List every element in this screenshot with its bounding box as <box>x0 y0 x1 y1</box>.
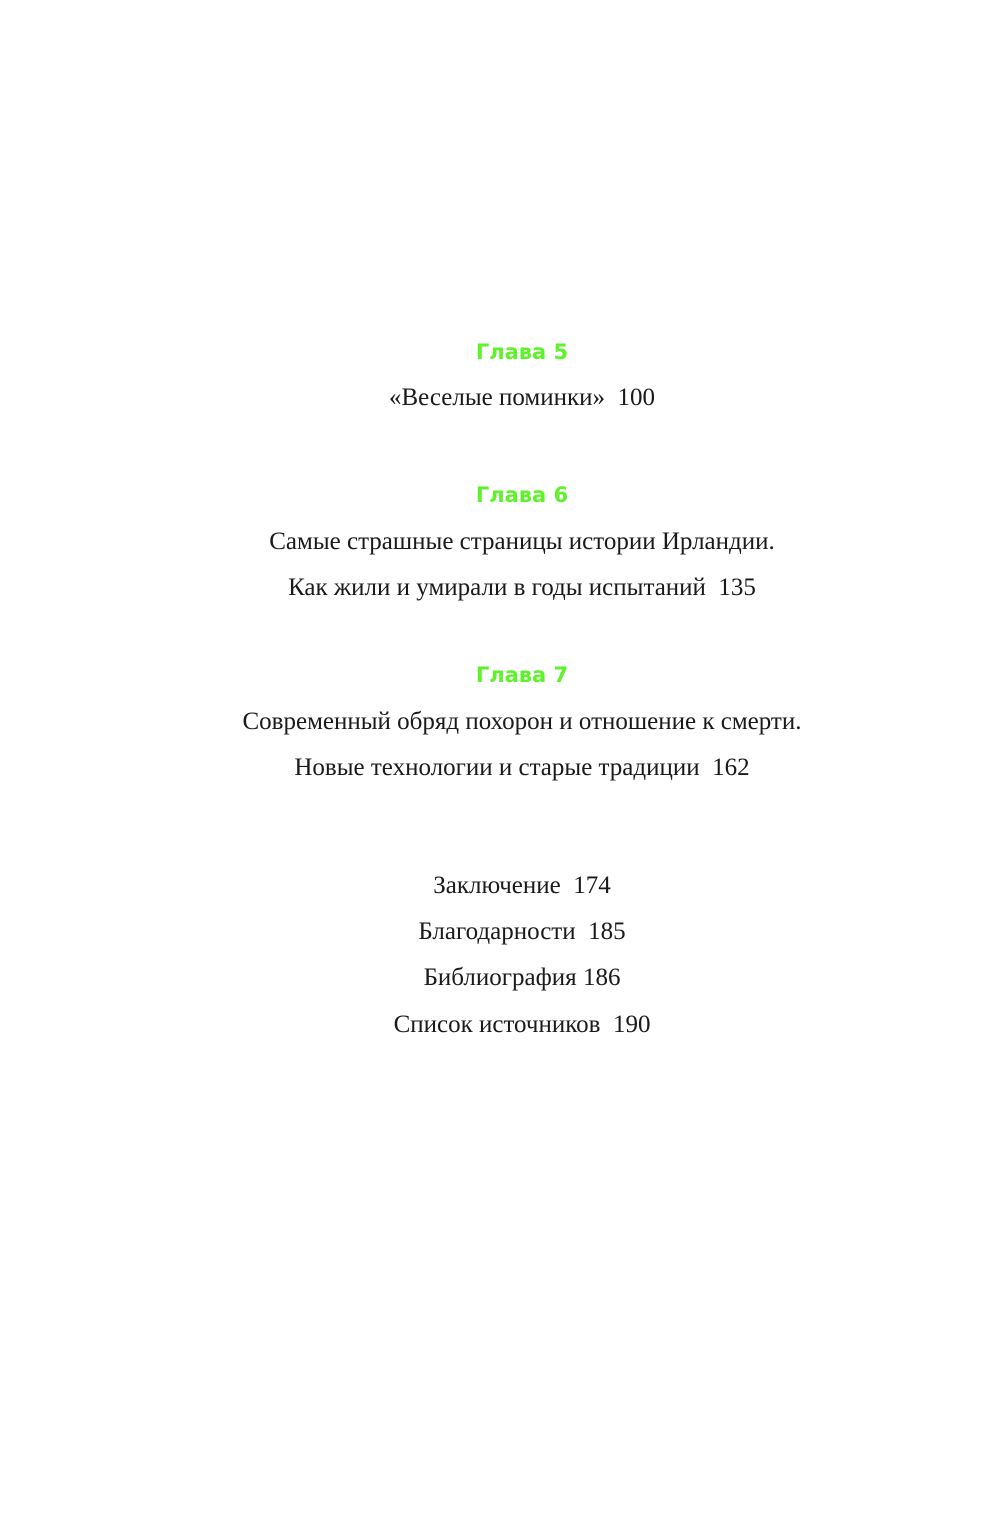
toc-entry-title: Новые технологии и старые традиции <box>294 754 700 781</box>
toc-entry-page: 174 <box>573 872 611 899</box>
chapter-7-heading <box>0 662 1000 688</box>
toc-entry-page: 186 <box>582 964 621 991</box>
toc-entry-title: «Веселые поминки» <box>388 384 605 411</box>
toc-entry-page: 162 <box>712 754 750 781</box>
chapter-heading-text: Глава 6 <box>475 483 569 507</box>
toc-entry-title: Самые страшные страницы истории Ирландии. <box>269 528 775 555</box>
toc-entry-title: Список источников <box>393 1011 601 1038</box>
back-matter-conclusion <box>0 871 1000 901</box>
toc-entry-page: 185 <box>588 918 626 945</box>
toc-entry-page: 100 <box>617 384 655 411</box>
back-matter-acknowledgements <box>0 917 1000 947</box>
chapter-6-title-line-2 <box>0 573 1000 603</box>
chapter-7-title-line-2 <box>0 753 1000 783</box>
chapter-5-heading <box>0 339 1000 365</box>
chapter-5-title-line-1 <box>0 383 1000 413</box>
toc-entry-title: Библиография <box>423 964 577 991</box>
toc-entry-page: 135 <box>718 574 756 601</box>
chapter-6-heading <box>0 482 1000 508</box>
toc-entry-title: Современный обряд похорон и отношение к смерти. <box>242 708 802 735</box>
chapter-7-title-line-1 <box>0 707 1000 737</box>
chapter-heading-text: Глава 7 <box>475 663 569 687</box>
back-matter-sources <box>0 1010 1000 1040</box>
toc-entry-page: 190 <box>612 1011 651 1038</box>
chapter-heading-text: Глава 5 <box>475 340 569 364</box>
back-matter-bibliography <box>0 963 1000 993</box>
toc-entry-title: Как жили и умирали в годы испытаний <box>288 574 706 601</box>
chapter-6-title-line-1 <box>0 527 1000 557</box>
toc-entry-title: Заключение <box>433 872 561 899</box>
toc-entry-title: Благодарности <box>418 918 576 945</box>
